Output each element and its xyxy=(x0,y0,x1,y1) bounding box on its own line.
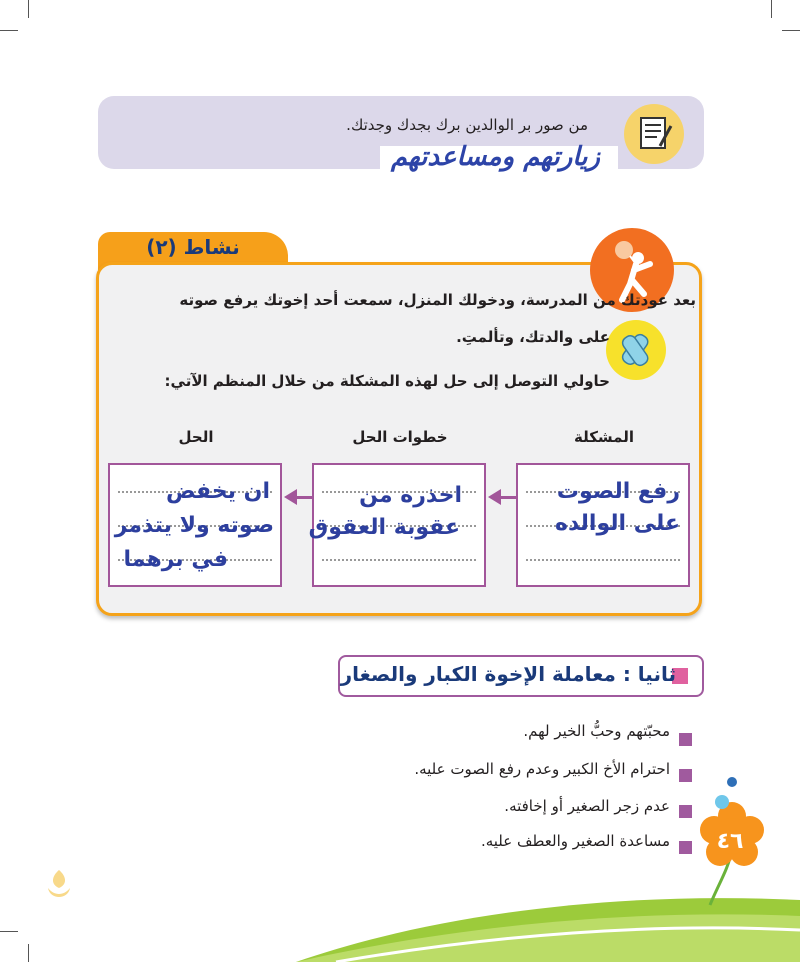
arrow-left-icon xyxy=(488,489,501,505)
header-solution: الحل xyxy=(178,428,214,446)
solution-box xyxy=(108,463,282,587)
problem-box xyxy=(516,463,690,587)
activity-title: نشاط (٢) xyxy=(146,235,240,259)
solution-answer-line3: في برهما xyxy=(123,547,228,572)
steps-answer-line1: احذره من xyxy=(359,483,462,508)
list-item: احترام الأخ الكبير وعدم رفع الصوت عليه. xyxy=(414,760,670,778)
notes-icon xyxy=(624,104,684,164)
list-item: عدم زجر الصغير أو إخافته. xyxy=(504,797,670,815)
bullet-square-icon xyxy=(679,733,692,746)
crop-mark xyxy=(771,0,772,18)
arrow-left-icon xyxy=(284,489,297,505)
header-prompt: من صور بر الوالدين برك بجدك وجدتك. xyxy=(346,116,588,134)
solution-answer-line1: ان يخفض xyxy=(166,479,270,504)
solution-answer-line2: صوته ولا يتذمر xyxy=(114,513,274,538)
crop-mark xyxy=(28,0,29,18)
dotted-line xyxy=(322,559,476,561)
crop-mark xyxy=(0,30,18,31)
page-number: ٤٦ xyxy=(716,829,744,854)
publisher-logo-icon xyxy=(44,866,74,906)
dotted-line xyxy=(526,559,680,561)
list-item: محبّتهم وحبُّ الخير لهم. xyxy=(523,722,670,740)
scenario-line-1: بعد عودتك من المدرسة، ودخولك المنزل، سمعت أحد إخوتك يرفع صوته xyxy=(179,291,696,309)
steps-answer-line2: عقوبة العقوق xyxy=(308,515,460,540)
bandage-icon xyxy=(606,320,666,380)
crop-mark xyxy=(28,944,29,962)
problem-answer-line2: على الوالده xyxy=(554,511,680,536)
problem-answer-line1: رفع الصوت xyxy=(556,479,680,504)
section-title: ثانيا : معاملة الإخوة الكبار والصغار xyxy=(340,662,676,686)
instruction: حاولي التوصل إلى حل لهذه المشكلة من خلال المنظم الآتي: xyxy=(164,372,610,390)
crop-mark xyxy=(782,30,800,31)
steps-box xyxy=(308,463,486,587)
crop-mark xyxy=(0,931,18,932)
header-problem: المشكلة xyxy=(573,428,635,446)
header-steps: خطوات الحل xyxy=(352,428,448,446)
list-item: مساعدة الصغير والعطف عليه. xyxy=(480,832,670,850)
scenario-line-2: على والدتك، وتألمتِ. xyxy=(456,328,610,346)
header-answer: زيارتهم ومساعدتهم xyxy=(390,142,600,172)
